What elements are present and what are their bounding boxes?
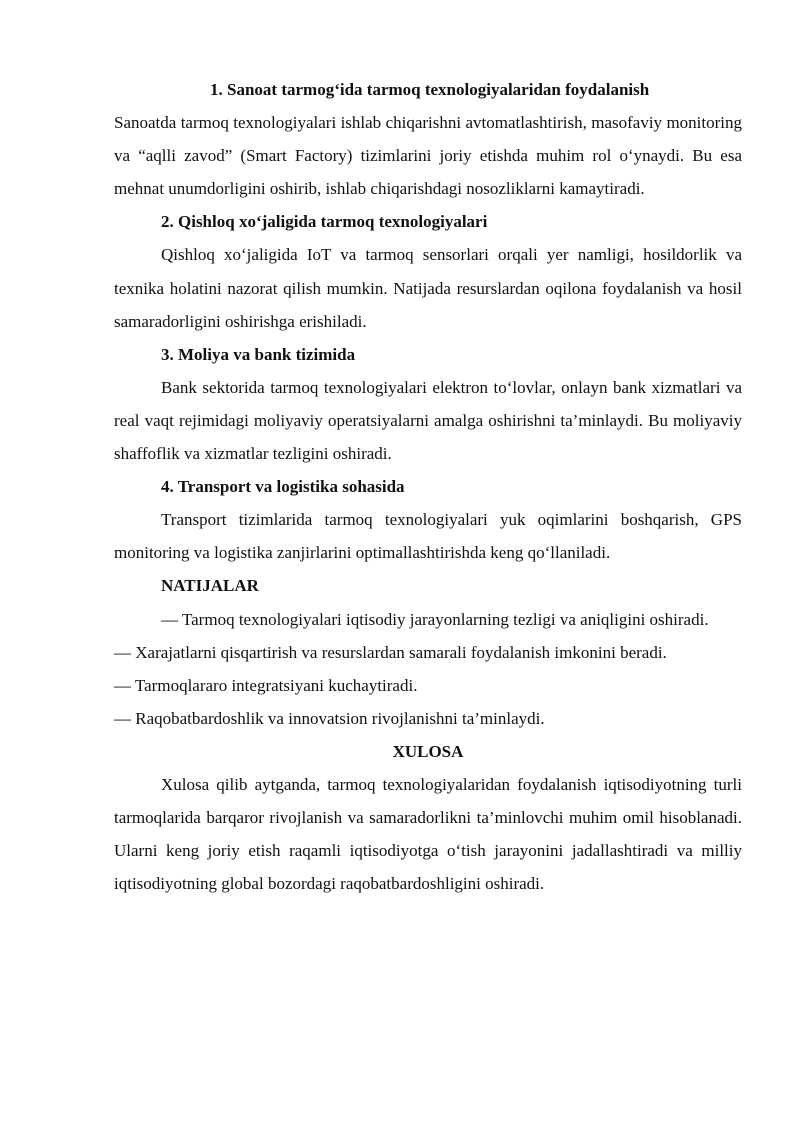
conclusion-heading: XULOSA: [392, 741, 464, 761]
section-3-paragraph: Bank sektorida tarmoq texnologiyalari elektron to‘lovlar, onlayn bank xizmatlari va real vaqt rejimidagi moliyaviy operatsiyalarni amalga oshirishni ta’minlaydi. Bu moliyaviy shaffoflik va xizmatlar tezligini oshiradi.: [114, 377, 742, 464]
results-heading: NATIJALAR: [161, 576, 259, 596]
section-4-heading: 4. Transport va logistika sohasida: [161, 477, 405, 497]
section-1-heading: 1. Sanoat tarmog‘ida tarmoq texnologiyalaridan foydalanish: [210, 80, 650, 99]
results-item: — Raqobatbardoshlik va innovatsion rivojlanishni ta’minlaydi.: [114, 708, 545, 728]
results-item: — Tarmoqlararo integratsiyani kuchaytiradi.: [114, 675, 418, 695]
document-body: [114, 73, 742, 900]
section-3-heading: 3. Moliya va bank tizimida: [161, 344, 356, 364]
results-item: — Tarmoq texnologiyalari iqtisodiy jarayonlarning tezligi va aniqligini oshiradi.: [161, 609, 709, 629]
section-1-paragraph: Sanoatda tarmoq texnologiyalari ishlab chiqarishni avtomatlashtirish, masofaviy monitoring va “aqlli zavod” (Smart Factory) tizimlarini joriy etishda muhim rol o‘ynaydi. Bu esa mehnat unumdorligini oshirib, ishlab chiqarishdagi nosozliklarni kamaytiradi.: [114, 113, 742, 199]
section-2-heading: 2. Qishloq xo‘jaligida tarmoq texnologiyalari: [161, 212, 488, 232]
results-item: — Xarajatlarni qisqartirish va resurslardan samarali foydalanish imkonini beradi.: [114, 642, 667, 662]
conclusion-paragraph: Xulosa qilib aytganda, tarmoq texnologiyalaridan foydalanish iqtisodiyotning turli tarmoqlarida barqaror rivojlanish va samaradorlikni ta’minlovchi muhim omil hisoblanadi. Ularni keng joriy etish raqamli iqtisodiyotga o‘tish jarayonini jadallashtiradi va milliy iqtisodiyotning global bozordagi raqobatbardoshligini oshiradi.: [114, 774, 742, 894]
section-4-paragraph: Transport tizimlarida tarmoq texnologiyalari yuk oqimlarini boshqarish, GPS monitoring va logistika zanjirlarini optimallashtirishda keng qo‘llaniladi.: [114, 510, 742, 563]
section-2-paragraph: Qishloq xo‘jaligida IoT va tarmoq sensorlari orqali yer namligi, hosildorlik va texnika holatini nazorat qilish mumkin. Natijada resurslardan oqilona foydalanish va hosil samaradorligini oshirishga erishiladi.: [114, 245, 742, 331]
